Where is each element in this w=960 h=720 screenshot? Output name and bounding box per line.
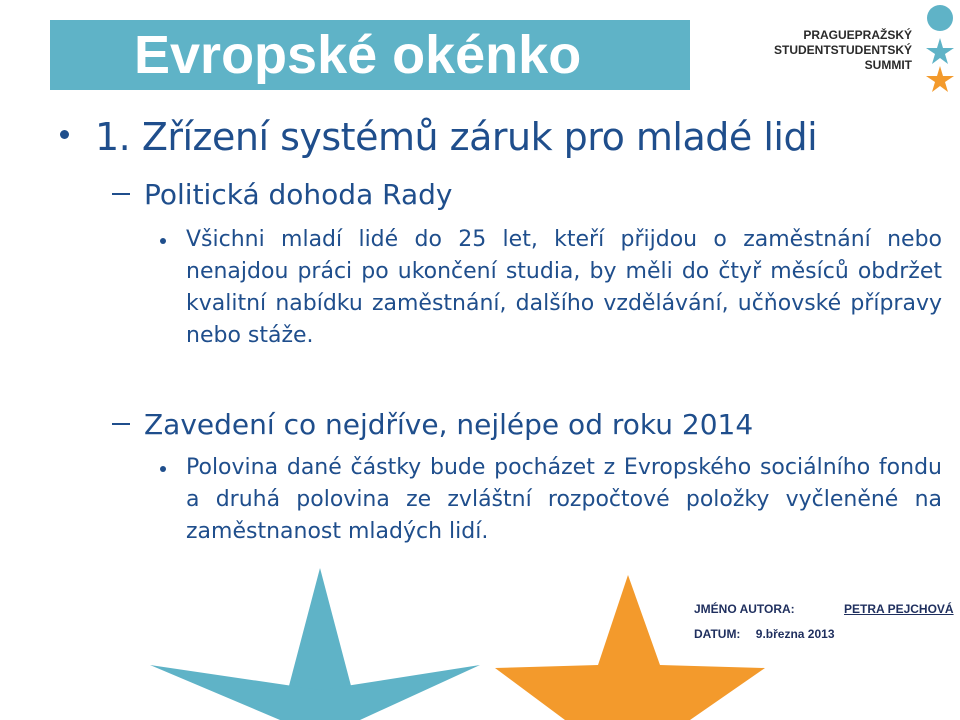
logo-summit: SUMMIT — [864, 58, 912, 72]
summit-logo — [774, 28, 912, 73]
author-value: PETRA PEJCHOVÁ — [844, 602, 954, 616]
main-heading-text: 1. Zřízení systémů záruk pro mladé lidi — [95, 115, 818, 159]
slide-title: Evropské okénko — [134, 25, 582, 85]
logo-studentsky: STUDENTSKÝ — [830, 43, 912, 57]
section1-label — [112, 178, 452, 211]
date-label: DATUM: — [694, 627, 741, 641]
main-heading — [60, 115, 817, 159]
author-row — [694, 602, 954, 616]
section1-bullet — [160, 224, 942, 352]
section2-bullet — [160, 452, 942, 548]
author-label: JMÉNO AUTORA: — [694, 602, 795, 616]
dash-marker — [112, 193, 130, 195]
summit-logo-icon — [920, 4, 960, 94]
section2-label-text: Zavedení co nejdříve, nejlépe od roku 2014 — [144, 408, 754, 441]
dash-marker — [112, 423, 130, 425]
logo-prazsky: PRAŽSKÝ — [854, 28, 912, 42]
section1-label-text: Politická dohoda Rady — [144, 178, 453, 211]
section1-bullet-text: Všichni mladí lidé do 25 let, kteří přijdou o zaměstnání nebo nenajdou práci po ukončení studia, by měli do čtyř měsíců obdržet kvalitní nabídku zaměstnání, dalšího vzdělávání, učňovské přípravy nebo stáže. — [186, 227, 942, 348]
orange-star — [495, 575, 765, 720]
section2-bullet-text: Polovina dané částky bude pocházet z Evropského sociálního fondu a druhá polovina ze zvláštní rozpočtové položky vyčleněné na zaměstnanost mladých lidí. — [186, 455, 942, 544]
section2-label — [112, 408, 753, 441]
date-value: 9.března 2013 — [755, 627, 835, 641]
date-row — [694, 627, 835, 641]
small-bullet-dot — [160, 466, 166, 472]
small-bullet-dot — [160, 238, 166, 244]
logo-student: STUDENT — [773, 43, 831, 57]
bullet-dot — [60, 130, 69, 139]
logo-prague: PRAGUE — [803, 28, 855, 42]
